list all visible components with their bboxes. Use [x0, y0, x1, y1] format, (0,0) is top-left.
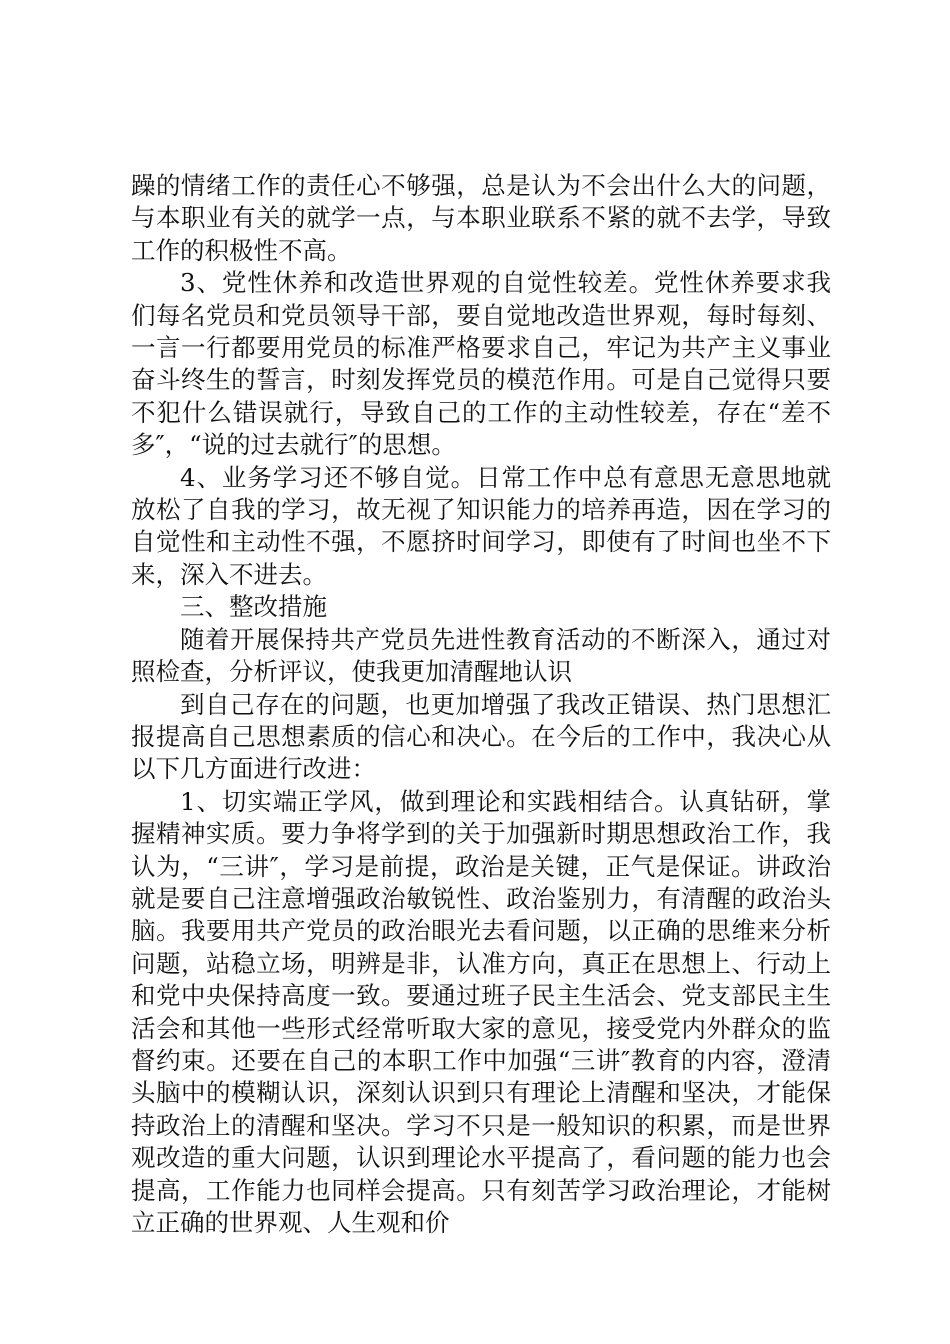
document-page	[131, 170, 831, 1239]
section-heading-rectification: 三、整改措施	[180, 592, 327, 622]
paragraph-point-4: 4、业务学习还不够自觉。日常工作中总有意思无意思地就放松了自我的学习，故无视了知识能力的培养再造，因在学习的自觉性和主动性不强，不愿挤时间学习，即使有了时间也坐不下来，深入不进去。	[131, 462, 831, 589]
paragraph-resolve: 到自己存在的问题，也更加增强了我改正错误、热门思想汇报提高自己思想素质的信心和决心。在今后的工作中，我决心从以下几方面进行改进：	[131, 689, 831, 784]
paragraph-measure-1: 1、切实端正学风，做到理论和实践相结合。认真钻研，掌握精神实质。要力争将学到的关于加强新时期思想政治工作，我认为，“三讲″，学习是前提，政治是关键，正气是保证。讲政治就是要自己注意增强政治敏锐性、政治鉴别力，有清醒的政治头脑。我要用共产党员的政治眼光去看问题，以正确的思维来分析问题，站稳立场，明辨是非，认准方向，真正在思想上、行动上和党中央保持高度一致。要通过班子民主生活会、党支部民主生活会和其他一些形式经常听取大家的意见，接受党内外群众的监督约束。还要在自己的本职工作中加强“三讲″教育的内容，澄清头脑中的模糊认识，深刻认识到只有理论上清醒和坚决，才能保持政治上的清醒和坚决。学习不只是一般知识的积累，而是世界观改造的重大问题，认识到理论水平提高了，看问题的能力也会提高，工作能力也同样会提高。只有刻苦学习政治理论，才能树立正确的世界观、人生观和价	[131, 786, 831, 1237]
paragraph-point-3: 3、党性休养和改造世界观的自觉性较差。党性休养要求我们每名党员和党员领导干部，要自觉地改造世界观，每时每刻、一言一行都要用党员的标准严格要求自己，牢记为共产主义事业奋斗终生的誓言，时刻发挥党员的模范作用。可是自己觉得只要不犯什么错误就行，导致自己的工作的主动性较差，存在“差不多″，“说的过去就行″的思想。	[131, 268, 831, 460]
paragraph-intro: 随着开展保持共产党员先进性教育活动的不断深入，通过对照检查，分析评议，使我更加清醒地认识	[131, 624, 831, 687]
paragraph-responsibility: 躁的情绪工作的责任心不够强，总是认为不会出什么大的问题，与本职业有关的就学一点，与本职业联系不紧的就不去学，导致工作的积极性不高。	[131, 171, 831, 265]
